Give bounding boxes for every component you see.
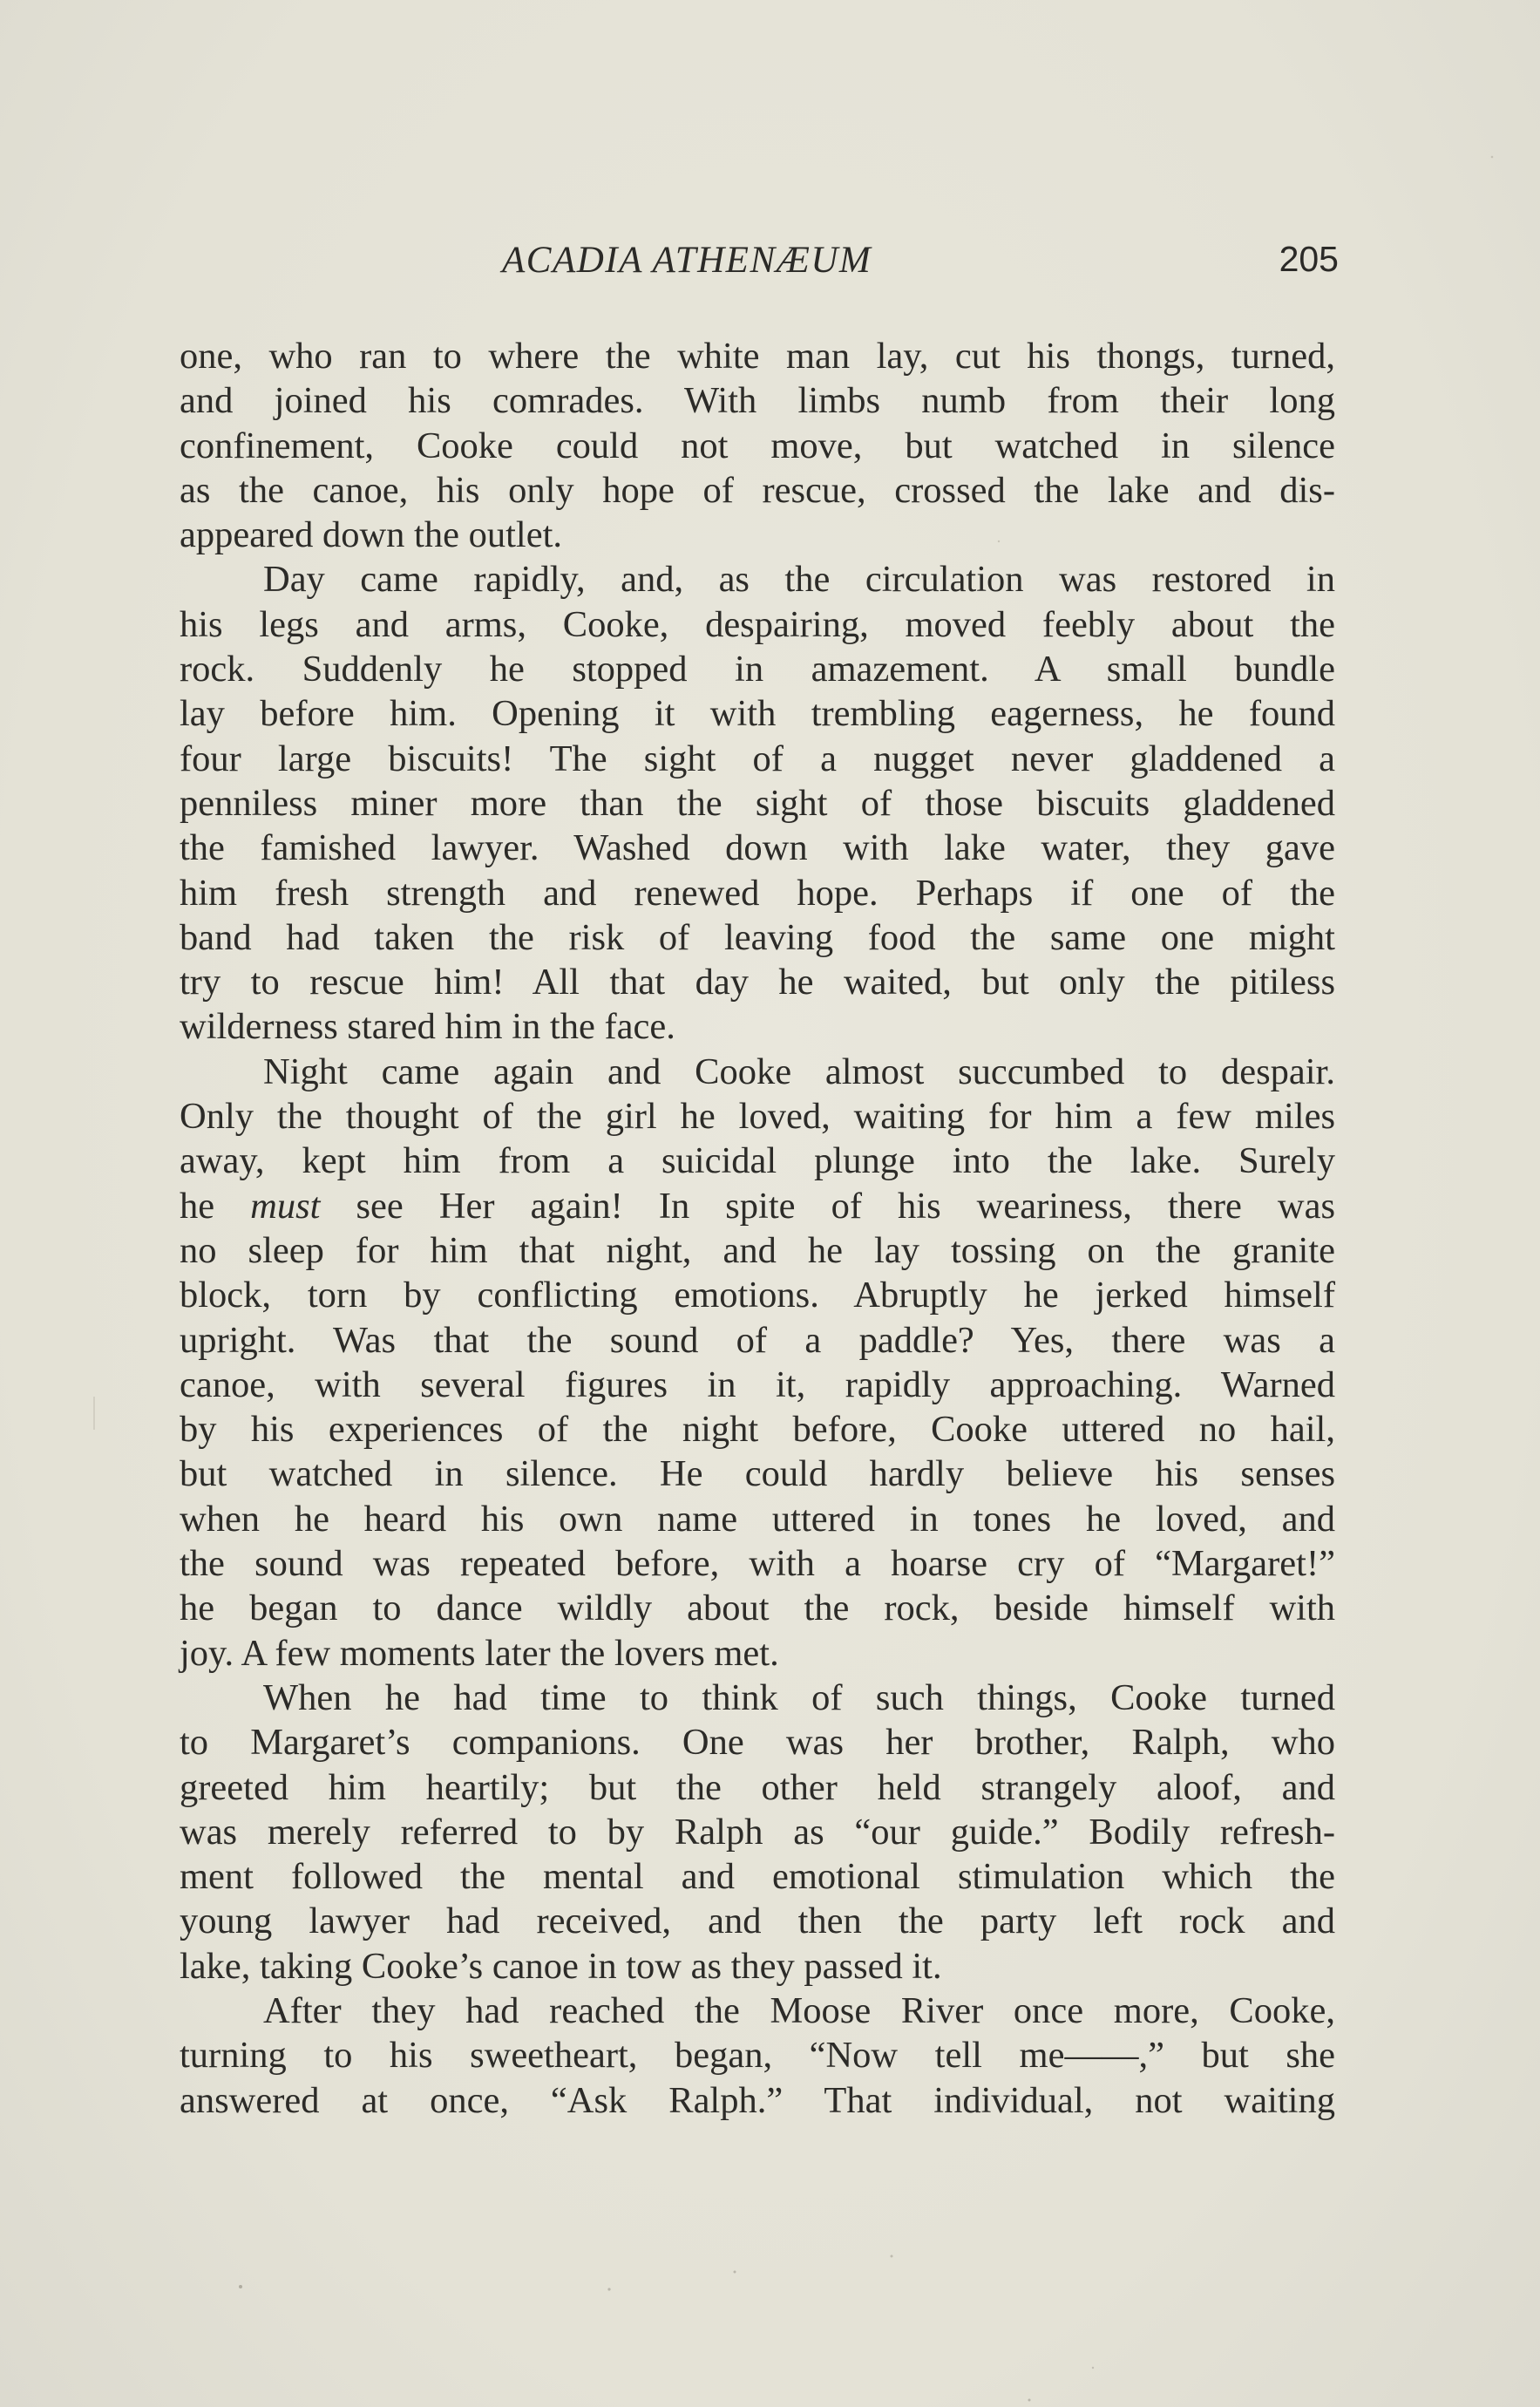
text-line: young lawyer had received, and then the party left rock and	[180, 1900, 1335, 1942]
text-line: to Margaret’s companions. One was her brother, Ralph, who	[180, 1722, 1335, 1764]
text-line: canoe, with several figures in it, rapidly approaching. Warned	[180, 1363, 1335, 1405]
text-line: greeted him heartily; but the other held strangely aloof, and	[180, 1766, 1335, 1808]
text-line: upright. Was that the sound of a paddle? Yes, there was a	[180, 1319, 1335, 1361]
text-line: away, kept him from a suicidal plunge into the lake. Surely	[180, 1140, 1335, 1182]
text-line: the sound was repeated before, with a hoarse cry of “Margaret!”	[180, 1543, 1335, 1585]
text-line: appeared down the outlet.	[180, 514, 563, 556]
text-line: Day came rapidly, and, as the circulation was restored in	[263, 559, 1335, 601]
text-line: Only the thought of the girl he loved, waiting for him a few miles	[180, 1096, 1335, 1138]
paragraph	[180, 1050, 1335, 1676]
text-line: as the canoe, his only hope of rescue, crossed the lake and dis-	[180, 469, 1335, 511]
text-line: wilderness stared him in the face.	[180, 1006, 675, 1048]
text-line: by his experiences of the night before, Cooke uttered no hail,	[180, 1409, 1335, 1451]
text-line: When he had time to think of such things, Cooke turned	[263, 1676, 1335, 1718]
text-line: After they had reached the Moose River once more, Cooke,	[263, 1989, 1335, 2031]
text-line: lay before him. Opening it with trembling eagerness, he found	[180, 693, 1335, 735]
text-line: him fresh strength and renewed hope. Perhaps if one of the	[180, 872, 1335, 914]
text-line: lake, taking Cooke’s canoe in tow as they passed it.	[180, 1945, 942, 1987]
page-header	[180, 239, 1339, 291]
text-line: one, who ran to where the white man lay, cut his thongs, turned,	[180, 336, 1335, 377]
text-line: answered at once, “Ask Ralph.” That individual, not waiting	[180, 2079, 1335, 2121]
paragraph	[180, 1676, 1335, 1989]
page-number: 205	[1279, 239, 1339, 279]
text-line	[180, 1184, 1335, 1228]
text-line: no sleep for him that night, and he lay tossing on the granite	[180, 1229, 1335, 1271]
text-line: rock. Suddenly he stopped in amazement. A small bundle	[180, 649, 1335, 690]
text-line: and joined his comrades. With limbs numb from their long	[180, 380, 1335, 422]
text-line: when he heard his own name uttered in tones he loved, and	[180, 1498, 1335, 1540]
text-line: the famished lawyer. Washed down with lake water, they gave	[180, 827, 1335, 869]
text-line: band had taken the risk of leaving food the same one might	[180, 916, 1335, 958]
text-line: he began to dance wildly about the rock, beside himself with	[180, 1588, 1335, 1629]
text-line: his legs and arms, Cooke, despairing, moved feebly about the	[180, 603, 1335, 645]
body-text	[180, 334, 1335, 2123]
text-line: joy. A few moments later the lovers met.	[180, 1632, 779, 1674]
text-line: ment followed the mental and emotional stimulation which the	[180, 1856, 1335, 1898]
paragraph	[180, 334, 1335, 557]
text-line: block, torn by conflicting emotions. Abruptly he jerked himself	[180, 1275, 1335, 1316]
text-line: was merely referred to by Ralph as “our guide.” Bodily refresh-	[180, 1811, 1335, 1853]
text-run: see Her again! In spite of his weariness, there was	[320, 1185, 1335, 1227]
text-line: but watched in silence. He could hardly believe his senses	[180, 1453, 1335, 1495]
running-title: ACADIA ATHENÆUM	[502, 240, 872, 281]
text-run: he	[180, 1185, 251, 1227]
text-line: Night came again and Cooke almost succumbed to despair.	[263, 1051, 1335, 1092]
text-line: four large biscuits! The sight of a nugget never gladdened a	[180, 738, 1335, 779]
paragraph	[180, 557, 1335, 1049]
emphasis: must	[250, 1185, 321, 1227]
text-line: confinement, Cooke could not move, but watched in silence	[180, 425, 1335, 466]
text-line: turning to his sweetheart, began, “Now tell me——,” but she	[180, 2035, 1335, 2077]
paragraph	[180, 1989, 1335, 2123]
text-line: try to rescue him! All that day he waited, but only the pitiless	[180, 962, 1335, 1003]
text-line: penniless miner more than the sight of those biscuits gladdened	[180, 782, 1335, 824]
